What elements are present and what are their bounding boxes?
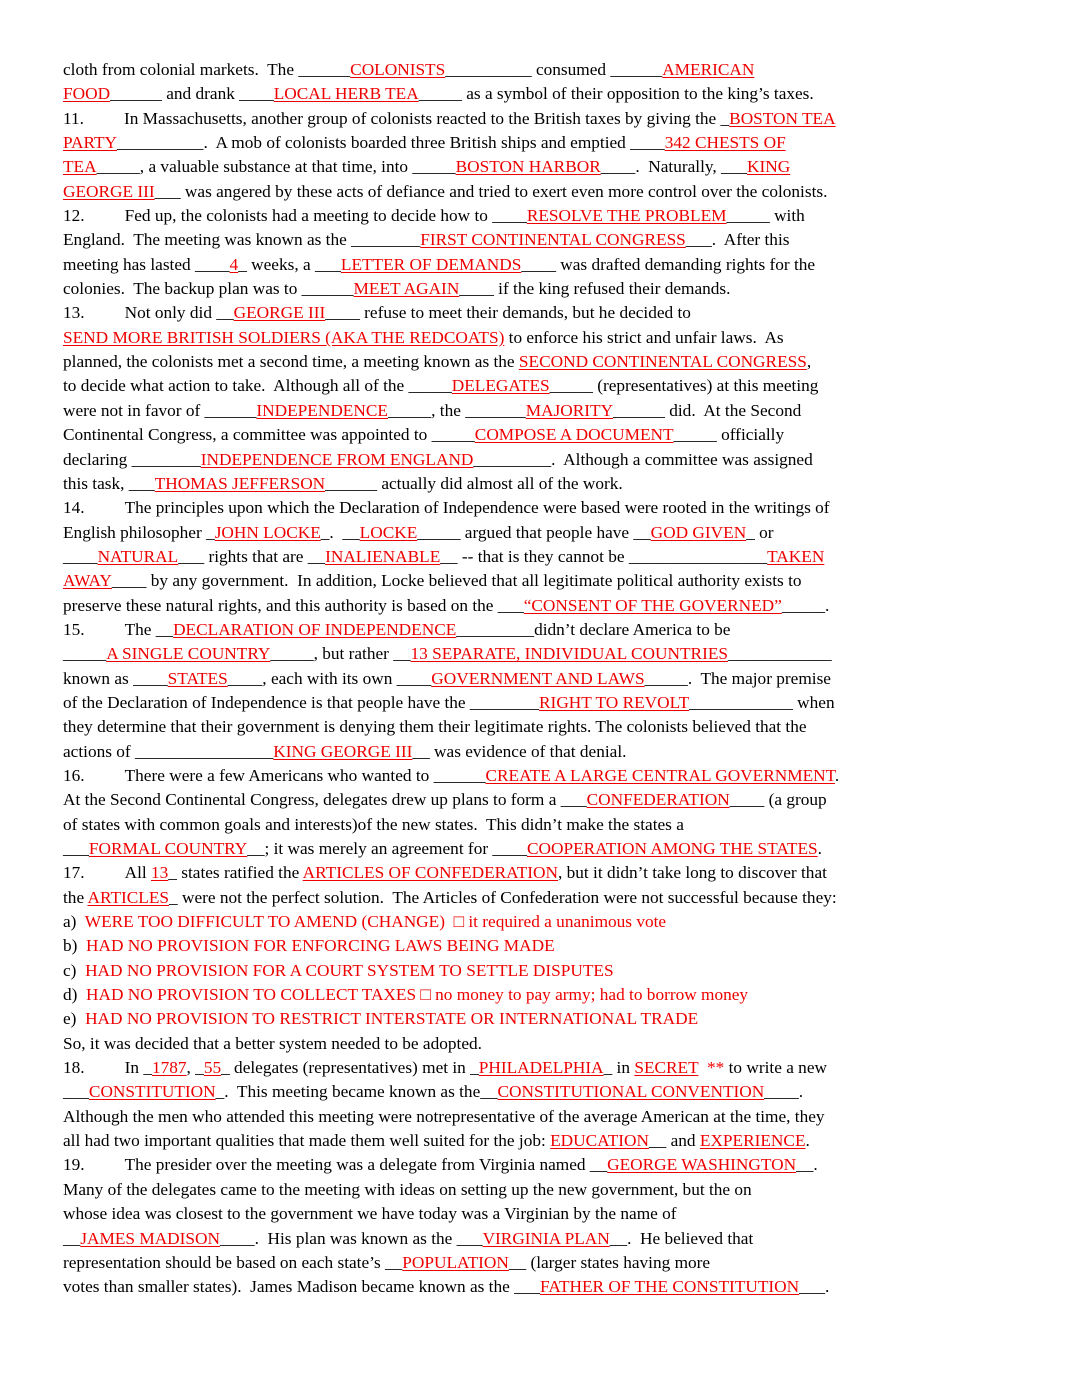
text-segment: known as ____: [63, 668, 168, 688]
text-segment: votes than smaller states). James Madison became known as the ___: [63, 1277, 541, 1297]
answer-text: GEORGE III: [233, 303, 326, 323]
answer-text: ARTICLES: [87, 887, 170, 907]
text-segment: _ states ratified the: [168, 863, 303, 883]
answer-text: 13: [151, 863, 169, 883]
text-segment: of states with common goals and interests)of the new states. This didn’t make the states a: [63, 814, 684, 834]
text-segment: all had two important qualities that made them well suited for the job:: [63, 1131, 551, 1151]
text-segment: _____ as a symbol of their opposition to the king’s taxes.: [418, 84, 814, 104]
text-segment: ___. After this: [685, 230, 790, 250]
text-segment: __; it was merely an agreement for ____: [247, 839, 527, 858]
answer-text: INDEPENDENCE FROM ENGLAND: [200, 449, 474, 469]
text-segment: _____ (representatives) at this meeting: [549, 376, 819, 396]
text-line: [63, 448, 1020, 472]
text-segment: _ weeks, a ___: [238, 254, 341, 274]
text-line: [63, 861, 1020, 885]
text-segment: actions of ________________: [63, 741, 274, 761]
text-segment: Continental Congress, a committee was appointed to _____: [63, 425, 475, 445]
text-segment: 12.: [63, 206, 85, 226]
text-segment: So, it was decided that a better system needed to be adopted.: [63, 1033, 482, 1053]
answer-text: KING GEORGE III: [273, 741, 413, 761]
text-line: [63, 472, 1020, 496]
text-segment: , but it didn’t take long to discover that: [557, 863, 827, 883]
text-segment: the: [63, 887, 88, 907]
text-segment: representation should be based on each state’s __: [63, 1252, 403, 1272]
text-segment: In _: [124, 1058, 152, 1078]
text-segment: _. This meeting became known as the__: [215, 1082, 498, 1102]
text-segment: e): [63, 1009, 86, 1029]
answer-text: 55: [203, 1058, 222, 1078]
text-segment: ____: [63, 546, 98, 566]
text-segment: Although the men who attended this meeting were notrepresentative of the average American at the time, they: [63, 1106, 825, 1126]
text-segment: 19.: [63, 1155, 85, 1175]
text-segment: The __: [124, 619, 174, 639]
text-segment: _________didn’t declare America to be: [456, 619, 731, 639]
answer-note: HAD NO PROVISION FOR A COURT SYSTEM TO SETTLE DISPUTES: [85, 960, 614, 980]
answer-text: JAMES MADISON: [80, 1228, 220, 1248]
answer-note: **: [698, 1058, 725, 1078]
answer-note: HAD NO PROVISION FOR ENFORCING LAWS BEING MADE: [86, 936, 555, 956]
answer-text: EXPERIENCE: [699, 1131, 806, 1151]
answer-text: PHILADELPHIA: [478, 1058, 604, 1078]
text-segment: __ (larger states having more: [508, 1252, 711, 1272]
answer-text: MAJORITY: [525, 400, 614, 420]
answer-text: RIGHT TO REVOLT: [539, 692, 690, 712]
text-segment: declaring ________: [63, 449, 201, 469]
text-segment: .: [834, 765, 840, 785]
text-segment: ____ (a group: [729, 790, 827, 810]
text-segment: ____. Naturally, ___: [600, 157, 747, 177]
text-segment: 14.: [63, 498, 85, 518]
text-segment: In Massachusetts, another group of colonists reacted to the British taxes by giving the _: [123, 108, 730, 128]
answer-text: INALIENABLE: [325, 546, 441, 566]
answer-text: 13 SEPARATE, INDIVIDUAL COUNTRIES: [410, 644, 728, 664]
text-segment: _ in: [603, 1058, 635, 1078]
answer-text: A SINGLE COUNTRY: [106, 644, 271, 664]
text-segment: English philosopher _: [63, 522, 215, 542]
text-segment: ______ actually did almost all of the work.: [325, 473, 623, 493]
text-line: [63, 374, 1020, 398]
answer-text: CONSTITUTION: [88, 1082, 216, 1102]
text-segment: ____ refuse to meet their demands, but he decided to: [325, 303, 691, 323]
answer-text: COOPERATION AMONG THE STATES: [526, 839, 818, 858]
text-line: [63, 155, 1020, 179]
answer-text: EDUCATION: [550, 1131, 650, 1151]
text-line: [63, 399, 1020, 423]
answer-text: GEORGE III: [63, 181, 155, 201]
text-segment: _____, a valuable substance at that time, into _____: [96, 157, 456, 177]
text-segment: __.: [796, 1155, 818, 1175]
answer-text: BOSTON TEA: [729, 108, 836, 128]
text-segment: a): [63, 912, 85, 932]
answer-text: COLONISTS: [350, 60, 446, 79]
text-line: [63, 58, 1020, 82]
text-segment: __: [63, 1228, 81, 1248]
answer-text: TEA: [63, 157, 97, 177]
text-segment: were not in favor of ______: [63, 400, 257, 420]
text-segment: ______ and drank ____: [110, 84, 274, 104]
text-segment: ____.: [764, 1082, 804, 1102]
text-segment: ___ was angered by these acts of defiance and tried to exert even more control over the colonists.: [154, 181, 828, 201]
text-line: [63, 1080, 1020, 1104]
text-segment: ____ was drafted demanding rights for the: [521, 254, 816, 274]
text-segment: __________ consumed ______: [445, 60, 663, 79]
text-line: [63, 934, 1020, 958]
answer-text: COMPOSE A DOCUMENT: [474, 425, 674, 445]
answer-text: CREATE A LARGE CENTRAL GOVERNMENT: [485, 765, 835, 785]
text-line: [63, 1007, 1020, 1031]
answer-text: DECLARATION OF INDEPENDENCE: [173, 619, 457, 639]
text-line: [63, 545, 1020, 569]
text-segment: preserve these natural rights, and this authority is based on the ___: [63, 595, 524, 615]
text-segment: d): [63, 985, 87, 1005]
answer-text: FORMAL COUNTRY: [88, 839, 248, 858]
text-line: [63, 569, 1020, 593]
answer-note: WERE TOO DIFFICULT TO AMEND (CHANGE) □ it required a unanimous vote: [84, 912, 667, 932]
answer-text: LETTER OF DEMANDS: [340, 254, 522, 274]
text-segment: _____ officially: [673, 425, 785, 445]
text-segment: All: [124, 863, 152, 883]
text-segment: this task, ___: [63, 473, 155, 493]
answer-text: TAKEN: [767, 546, 825, 566]
answer-text: MEET AGAIN: [353, 279, 460, 299]
text-segment: .: [817, 839, 822, 858]
text-segment: _________. Although a committee was assigned: [473, 449, 813, 469]
text-line: [63, 107, 1020, 131]
answer-text: NATURAL: [97, 546, 179, 566]
answer-text: ARTICLES OF CONFEDERATION: [302, 863, 558, 883]
answer-text: BOSTON HARBOR: [455, 157, 601, 177]
text-line: [63, 1275, 1020, 1299]
text-segment: 11.: [63, 108, 84, 128]
text-line: [63, 204, 1020, 228]
text-line: [63, 886, 1020, 910]
text-line: [63, 594, 1020, 618]
answer-text: 1787: [151, 1058, 187, 1078]
text-segment: .: [805, 1131, 810, 1151]
answer-text: SECRET: [634, 1058, 699, 1078]
text-line: [63, 277, 1020, 301]
answer-text: PARTY: [63, 133, 118, 153]
answer-text: CONSTITUTIONAL CONVENTION: [497, 1082, 765, 1102]
text-line: [63, 423, 1020, 447]
text-segment: _____ argued that people have __: [417, 522, 651, 542]
answer-text: JOHN LOCKE: [214, 522, 321, 542]
answer-text: DELEGATES: [451, 376, 550, 396]
answer-text: SECOND CONTINENTAL CONGRESS: [518, 352, 807, 372]
text-line: [63, 1202, 1020, 1226]
text-segment: ______ did. At the Second: [613, 400, 802, 420]
answer-text: AWAY: [63, 571, 112, 591]
text-line: [63, 1032, 1020, 1056]
answer-text: GOD GIVEN: [650, 522, 747, 542]
text-segment: _. __: [320, 522, 360, 542]
text-line: [63, 1056, 1020, 1080]
answer-text: RESOLVE THE PROBLEM: [526, 206, 727, 226]
text-segment: _____. The major premise: [644, 668, 831, 688]
text-segment: England. The meeting was known as the ________: [63, 230, 421, 250]
text-line: [63, 496, 1020, 520]
text-segment: __. He believed that: [609, 1228, 754, 1248]
text-segment: _____: [63, 644, 107, 664]
text-line: [63, 326, 1020, 350]
text-segment: ___: [63, 1082, 89, 1102]
answer-text: 342 CHESTS OF: [664, 133, 786, 153]
text-segment: meeting has lasted ____: [63, 254, 230, 274]
text-line: [63, 180, 1020, 204]
text-line: [63, 691, 1020, 715]
text-segment: to write a new: [724, 1058, 827, 1078]
answer-note: HAD NO PROVISION TO RESTRICT INTERSTATE OR INTERNATIONAL TRADE: [85, 1009, 699, 1029]
text-segment: of the Declaration of Independence is that people have the ________: [63, 692, 540, 712]
text-segment: __ was evidence of that denial.: [412, 741, 627, 761]
text-segment: whose idea was closest to the government we have today was a Virginian by the name of: [63, 1204, 677, 1224]
text-segment: colonies. The backup plan was to ______: [63, 279, 354, 299]
text-line: [63, 1105, 1020, 1129]
text-segment: Many of the delegates came to the meeting with ideas on setting up the new government, but the on: [63, 1179, 752, 1199]
text-line: [63, 301, 1020, 325]
text-segment: _ delegates (representatives) met in _: [221, 1058, 479, 1078]
text-line: [63, 642, 1020, 666]
text-segment: The principles upon which the Declaration of Independence were based were rooted in the writings of: [124, 498, 830, 518]
text-line: [63, 715, 1020, 739]
answer-text: FOOD: [63, 84, 111, 104]
text-line: [63, 228, 1020, 252]
document-body: [63, 58, 1020, 1300]
text-segment: ___.: [799, 1277, 830, 1297]
text-segment: 15.: [63, 619, 85, 639]
text-line: [63, 253, 1020, 277]
answer-note: HAD NO PROVISION TO COLLECT TAXES □ no money to pay army; had to borrow money: [86, 985, 749, 1005]
answer-text: SEND MORE BRITISH SOLDIERS (AKA THE REDCOATS): [63, 327, 505, 347]
text-segment: There were a few Americans who wanted to ______: [124, 765, 486, 785]
text-segment: __ -- that is they cannot be ________________: [440, 546, 768, 566]
text-segment: 18.: [63, 1058, 85, 1078]
text-segment: b): [63, 936, 87, 956]
text-segment: __________. A mob of colonists boarded three British ships and emptied ____: [117, 133, 665, 153]
text-line: [63, 764, 1020, 788]
text-segment: 17.: [63, 863, 85, 883]
text-line: [63, 837, 1020, 861]
answer-text: STATES: [167, 668, 228, 688]
text-segment: _____ with: [726, 206, 805, 226]
text-segment: Fed up, the colonists had a meeting to decide how to ____: [124, 206, 527, 226]
answer-text: GEORGE WASHINGTON: [607, 1155, 797, 1175]
text-segment: _____.: [781, 595, 830, 615]
text-segment: to enforce his strict and unfair laws. As: [504, 327, 784, 347]
answer-text: FIRST CONTINENTAL CONGRESS: [420, 230, 686, 250]
answer-text: AMERICAN: [662, 60, 755, 79]
text-line: [63, 82, 1020, 106]
text-line: [63, 667, 1020, 691]
text-segment: ____ if the king refused their demands.: [459, 279, 731, 299]
text-segment: 16.: [63, 765, 85, 785]
answer-text: FATHER OF THE CONSTITUTION: [540, 1277, 800, 1297]
text-line: [63, 1178, 1020, 1202]
text-line: [63, 131, 1020, 155]
text-line: [63, 1153, 1020, 1177]
text-line: [63, 350, 1020, 374]
text-segment: ____, each with its own ____: [227, 668, 432, 688]
text-segment: , _: [186, 1058, 204, 1078]
answer-text: CONFEDERATION: [586, 790, 730, 810]
text-segment: c): [63, 960, 86, 980]
text-segment: _____, the _______: [387, 400, 526, 420]
text-line: [63, 1251, 1020, 1275]
text-line: [63, 618, 1020, 642]
text-line: [63, 521, 1020, 545]
text-segment: At the Second Continental Congress, delegates drew up plans to form a ___: [63, 790, 587, 810]
answer-text: INDEPENDENCE: [256, 400, 388, 420]
text-segment: ___: [63, 839, 89, 858]
text-segment: _ were not the perfect solution. The Articles of Confederation were not successful because they:: [169, 887, 837, 907]
text-line: [63, 1227, 1020, 1251]
text-line: [63, 788, 1020, 812]
text-segment: to decide what action to take. Although all of the _____: [63, 376, 452, 396]
text-segment: _____, but rather __: [270, 644, 411, 664]
text-segment: planned, the colonists met a second time, a meeting known as the: [63, 352, 519, 372]
text-line: [63, 1129, 1020, 1153]
text-segment: 13.: [63, 303, 85, 323]
text-segment: they determine that their government is denying them their legitimate rights. The colonists believed that the: [63, 717, 807, 737]
text-line: [63, 813, 1020, 837]
answer-text: KING: [746, 157, 791, 177]
text-line: [63, 740, 1020, 764]
text-segment: Not only did __: [124, 303, 234, 323]
answer-text: GOVERNMENT AND LAWS: [431, 668, 645, 688]
text-segment: ____. His plan was known as the ___: [220, 1228, 483, 1248]
answer-text: LOCAL HERB TEA: [273, 84, 419, 104]
text-segment: ____________: [728, 644, 832, 664]
text-segment: The presider over the meeting was a delegate from Virginia named __: [124, 1155, 608, 1175]
text-segment: ___ rights that are __: [178, 546, 326, 566]
text-segment: ____________ when: [689, 692, 835, 712]
text-segment: ,: [806, 352, 812, 372]
text-segment: cloth from colonial markets. The ______: [63, 60, 351, 79]
text-segment: ____ by any government. In addition, Locke believed that all legitimate political authority exists to: [111, 571, 802, 591]
answer-text: LOCKE: [359, 522, 418, 542]
text-line: [63, 983, 1020, 1007]
answer-text: 4: [229, 254, 239, 274]
answer-text: THOMAS JEFFERSON: [154, 473, 326, 493]
answer-text: POPULATION: [402, 1252, 509, 1272]
text-segment: __ and: [649, 1131, 700, 1151]
text-line: [63, 959, 1020, 983]
answer-text: VIRGINIA PLAN: [482, 1228, 610, 1248]
text-segment: _ or: [746, 522, 774, 542]
answer-text: “CONSENT OF THE GOVERNED”: [523, 595, 782, 615]
text-line: [63, 910, 1020, 934]
